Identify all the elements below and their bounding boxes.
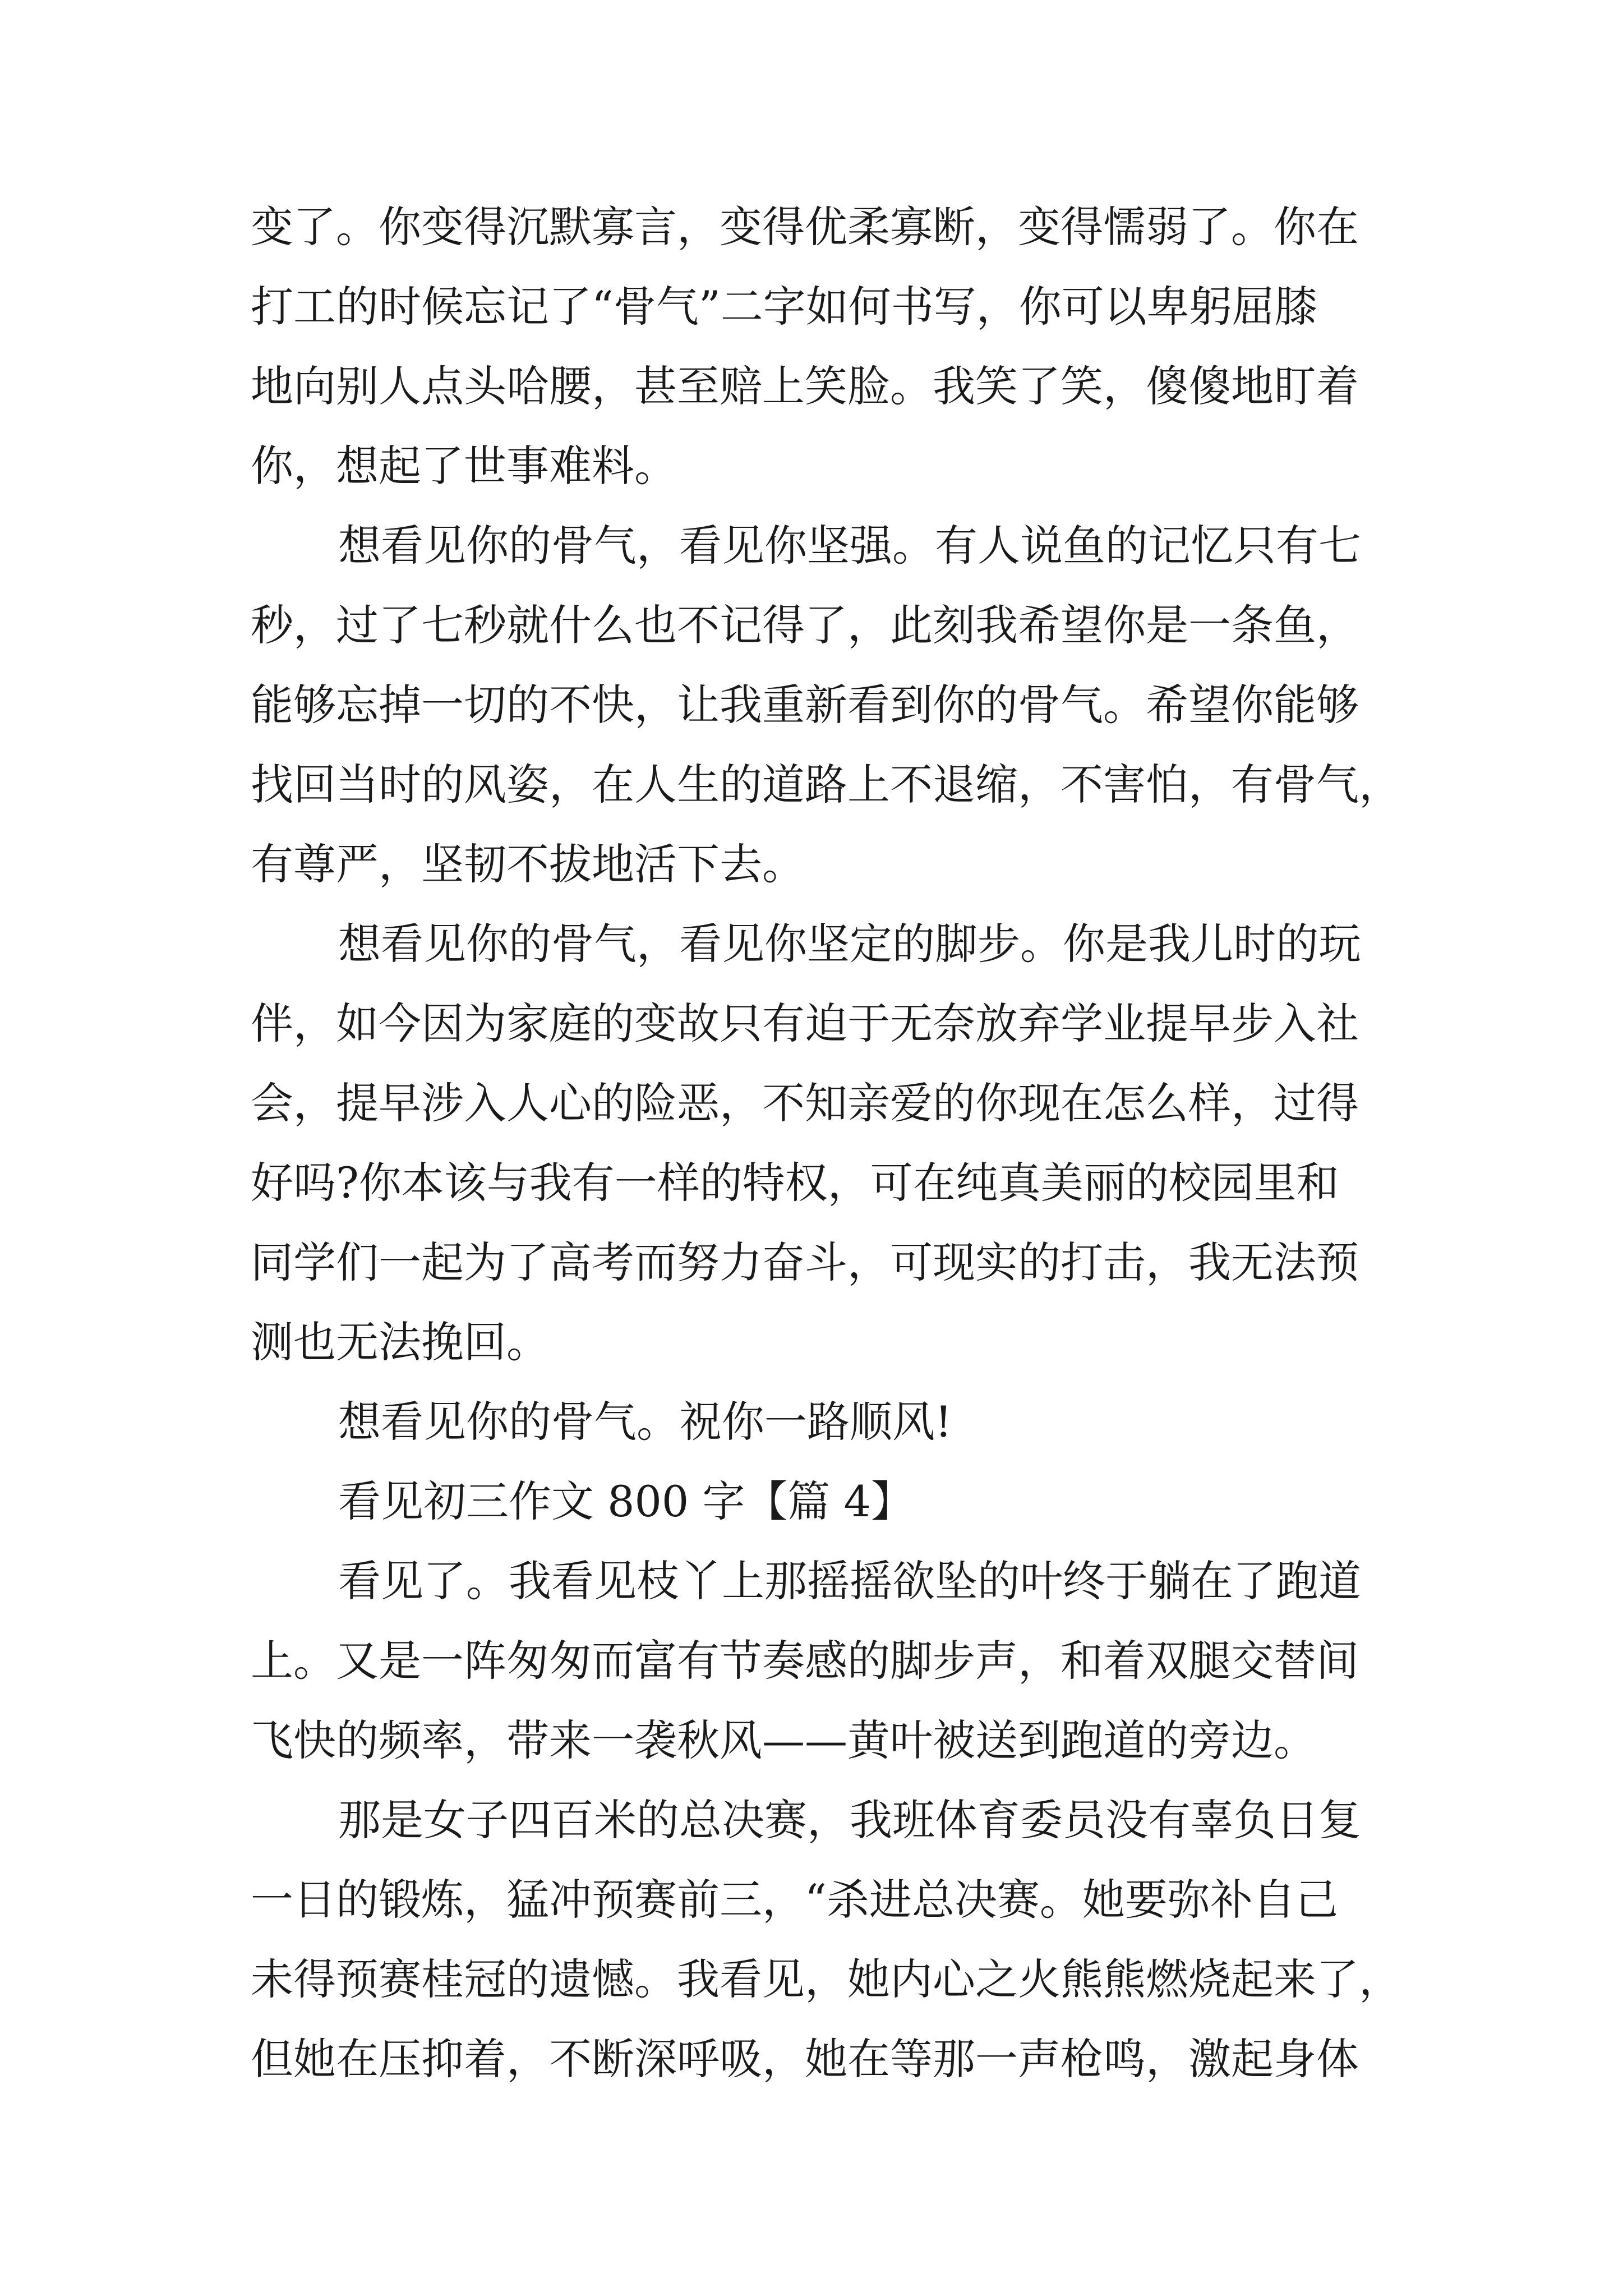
text-line: 测也无法挽回。 [251,1317,549,1367]
text-line: 同学们一起为了高考而努力奋斗，可现实的打击，我无法预 [251,1237,1359,1287]
text-line: 有尊严，坚韧不拔地活下去。 [251,839,805,889]
text-line: 你，想起了世事难料。 [251,441,677,491]
text-line: 找回当时的风姿，在人生的道路上不退缩，不害怕，有骨气， [251,760,1401,809]
text-line: 一日的锻炼，猛冲预赛前三，“杀进总决赛。她要弥补自己 [251,1875,1338,1925]
text-line: 飞快的频率，带来一袭秋风——黄叶被送到跑道的旁边。 [251,1715,1316,1765]
text-line: 那是女子四百米的总决赛，我班体育委员没有辜负日复 [338,1795,1361,1845]
text-line: 伴，如今因为家庭的变故只有迫于无奈放弃学业提早步入社 [251,999,1359,1048]
text-line: 想看见你的骨气。祝你一路顺风! [338,1397,952,1447]
text-line: 地向别人点头哈腰，甚至赔上笑脸。我笑了笑，傻傻地盯着 [251,361,1359,411]
text-line: 上。又是一阵匆匆而富有节奏感的脚步声，和着双腿交替间 [251,1636,1359,1686]
text-line: 看见了。我看见枝丫上那摇摇欲坠的叶终于躺在了跑道 [338,1556,1361,1606]
text-line: 想看见你的骨气，看见你坚强。有人说鱼的记忆只有七 [338,521,1361,570]
text-line: 变了。你变得沉默寡言，变得优柔寡断，变得懦弱了。你在 [251,202,1359,252]
text-line: 想看见你的骨气，看见你坚定的脚步。你是我儿时的玩 [338,919,1361,969]
text-line: 好吗?你本该与我有一样的特权，可在纯真美丽的校园里和 [251,1158,1339,1208]
section-heading: 看见初三作文 800 字【篇 4】 [338,1476,914,1526]
text-line: 会，提早涉入人心的险恶，不知亲爱的你现在怎么样，过得 [251,1078,1359,1128]
text-line: 能够忘掉一切的不快，让我重新看到你的骨气。希望你能够 [251,680,1359,730]
text-line: 秒，过了七秒就什么也不记得了，此刻我希望你是一条鱼， [251,600,1359,650]
text-line: 打工的时候忘记了“骨气”二字如何书写，你可以卑躬屈膝 [251,282,1317,332]
text-line: 但她在压抑着，不断深呼吸，她在等那一声枪鸣，激起身体 [251,2034,1359,2084]
text-line: 未得预赛桂冠的遗憾。我看见，她内心之火熊熊燃烧起来了， [251,1954,1401,2004]
